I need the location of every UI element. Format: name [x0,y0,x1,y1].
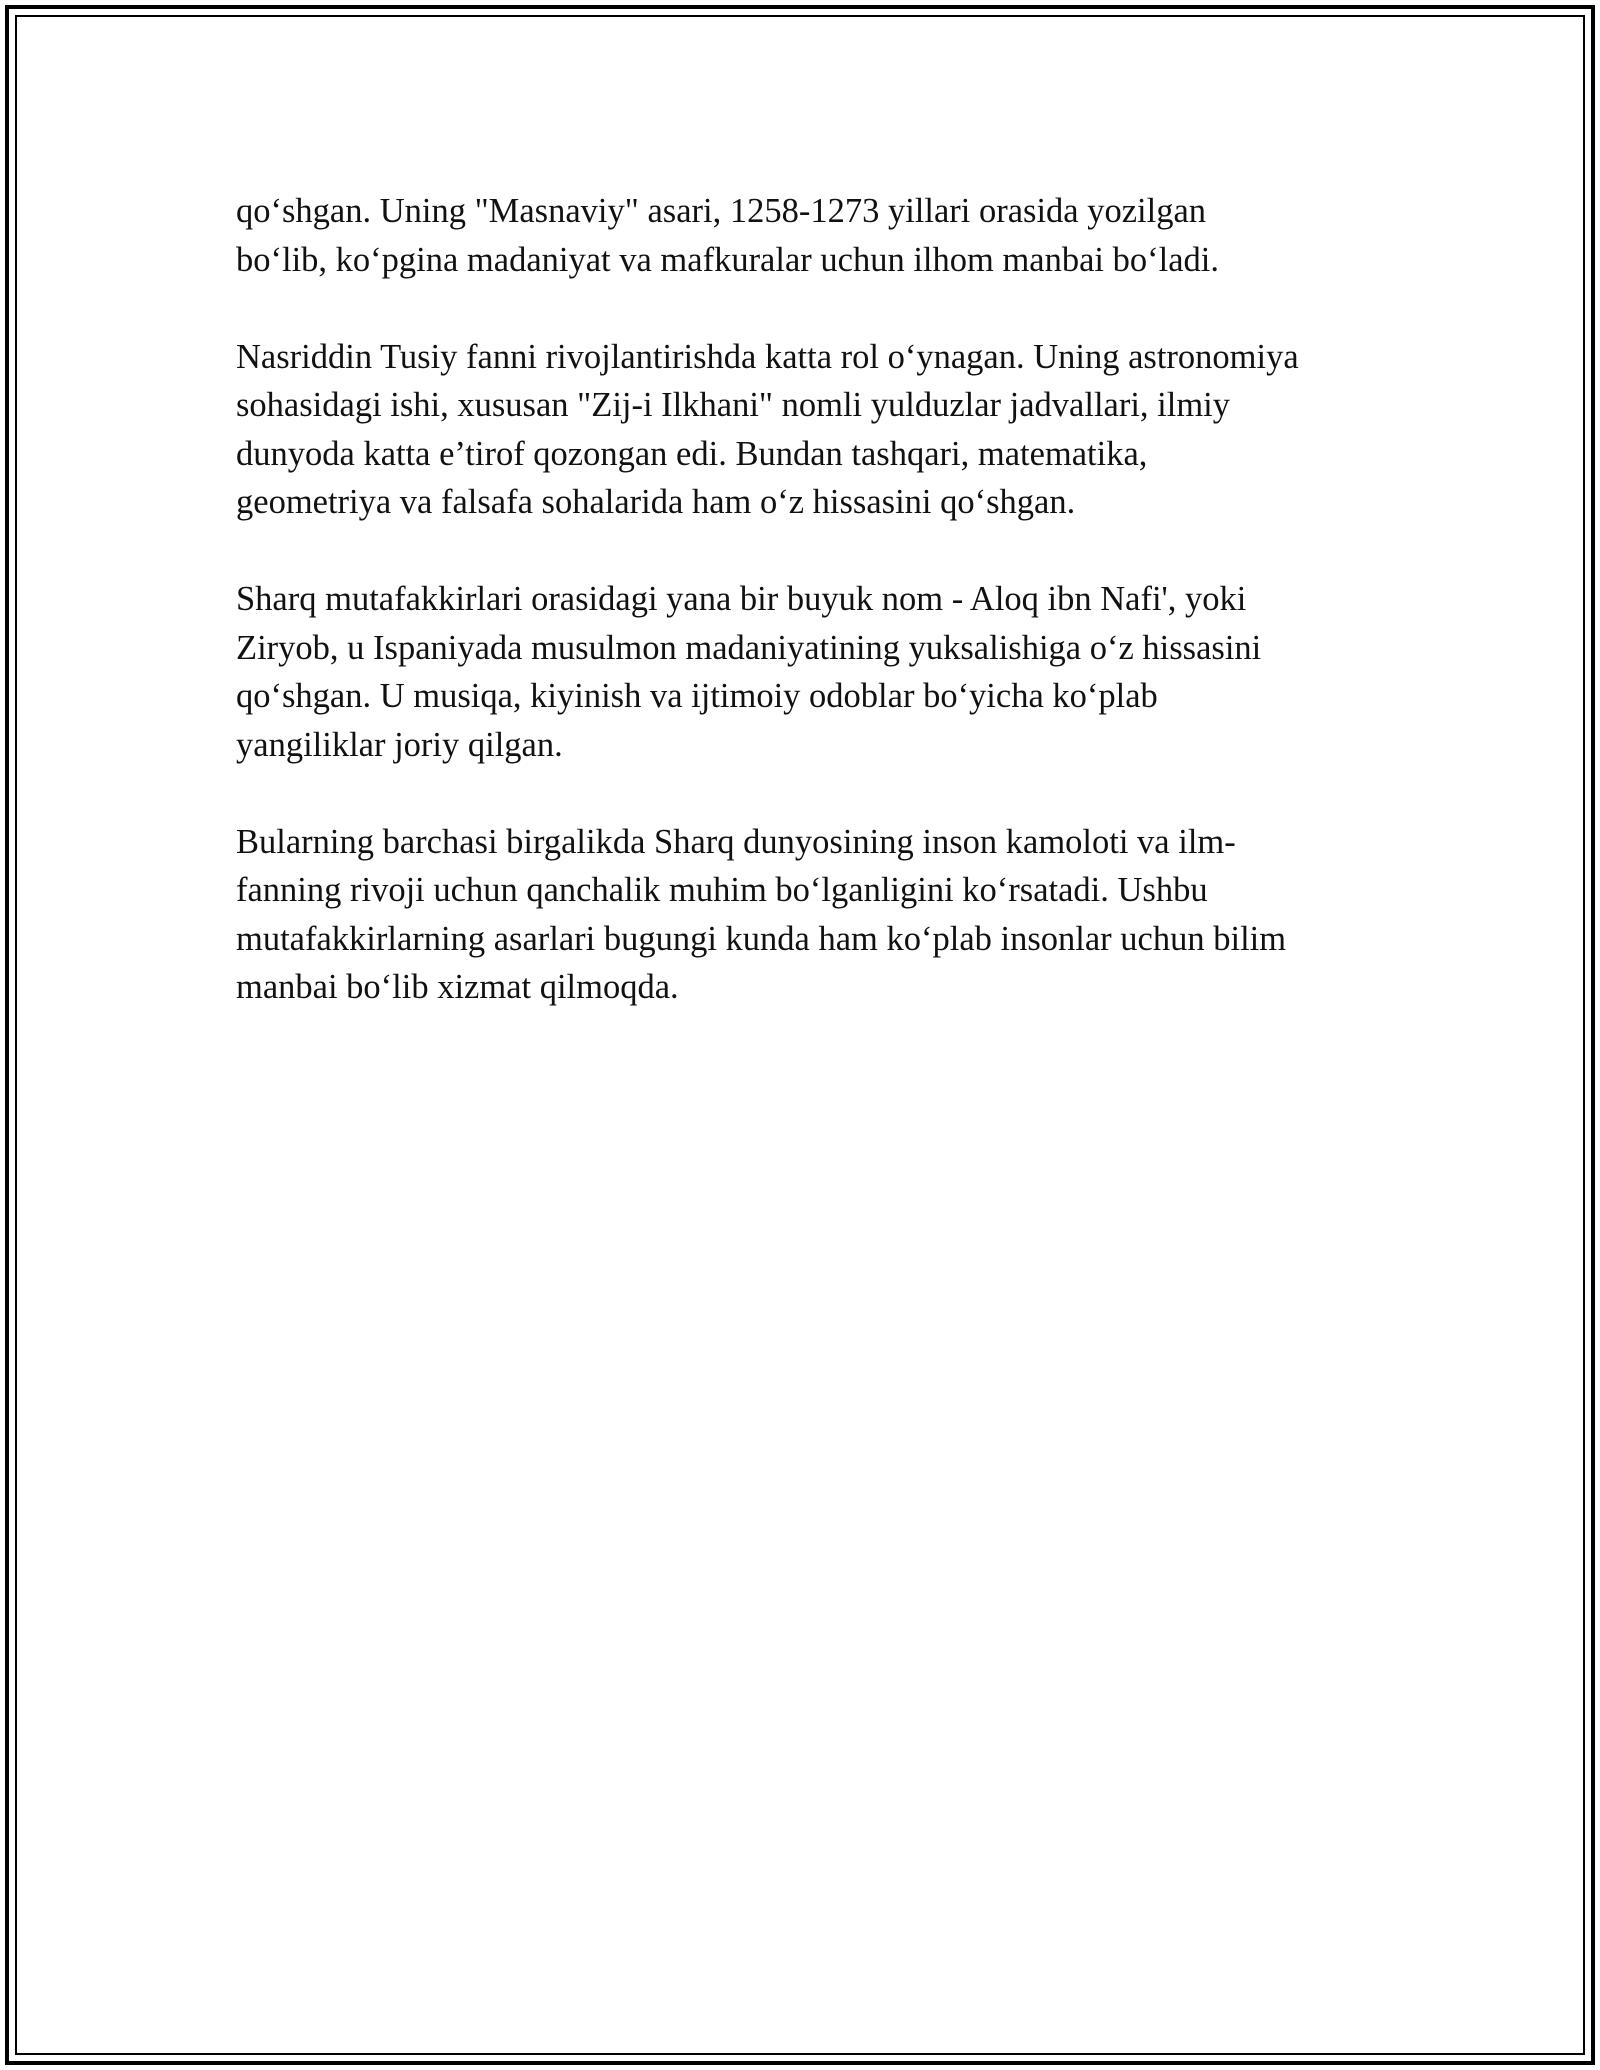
text-line: Nasriddin Tusiy fanni rivojlantirishda katta rol o‘ynagan. Uning astronomiya [236,337,1299,376]
text-line: qo‘shgan. Uning "Masnaviy" asari, 1258-1273 yillari orasida yozilgan [236,192,1207,230]
paragraph-4 [236,818,1376,1012]
text-line: dunyoda katta e’tirof qozongan edi. Bundan tashqari, matematika, [236,434,1148,473]
text-line: geometriya va falsafa sohalarida ham o‘z hissasini qo‘shgan. [236,483,1076,521]
paragraph-1 [236,187,1376,284]
paragraph-3 [236,575,1376,769]
text-line: qo‘shgan. U musiqa, kiyinish va ijtimoiy odoblar bo‘yicha ko‘plab [236,677,1158,715]
text-line: bo‘lib, ko‘pgina madaniyat va mafkuralar uchun ilhom manbai bo‘ladi. [236,240,1219,279]
document-body [236,187,1376,1060]
text-line: Sharq mutafakkirlari orasidagi yana bir buyuk nom - Aloq ibn Nafi', yoki [236,580,1247,618]
text-line: mutafakkirlarning asarlari bugungi kunda ham ko‘plab insonlar uchun bilim [236,919,1287,958]
text-line: Ziryob, u Ispaniyada musulmon madaniyatining yuksalishiga o‘z hissasini [236,628,1262,667]
text-line: fanning rivoji uchun qanchalik muhim bo‘lganligini ko‘rsatadi. Ushbu [236,871,1208,909]
text-line: Bularning barchasi birgalikda Sharq dunyosining inson kamoloti va ilm- [236,822,1236,861]
text-line: yangiliklar joriy qilgan. [236,725,563,764]
text-line: sohasidagi ishi, xususan "Zij-i Ilkhani" nomli yulduzlar jadvallari, ilmiy [236,386,1231,424]
paragraph-2 [236,333,1376,527]
text-line: manbai bo‘lib xizmat qilmoqda. [236,968,679,1006]
